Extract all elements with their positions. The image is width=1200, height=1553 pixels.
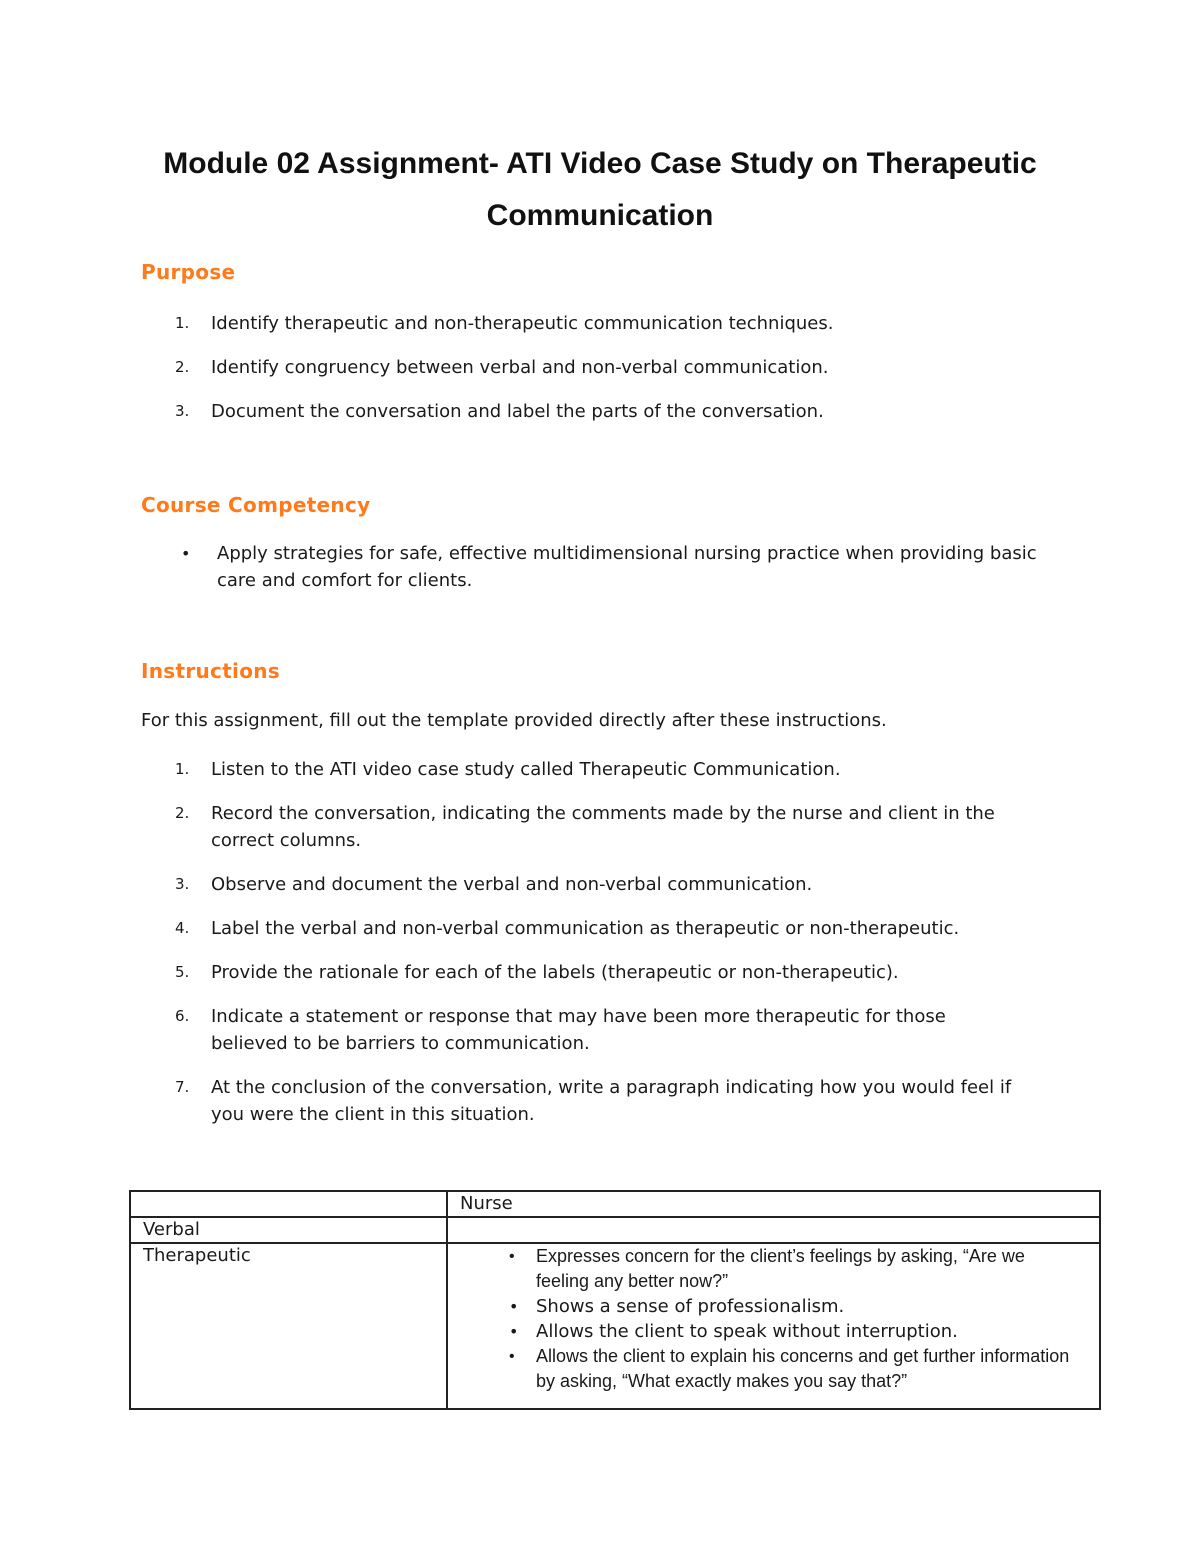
list-item: 3. Observe and document the verbal and non-verbal communication. (175, 874, 813, 895)
list-item: • Allows the client to speak without interruption. (509, 1321, 958, 1342)
table-header-row (130, 1191, 1100, 1217)
competency-heading: Course Competency (141, 493, 371, 517)
list-item: 1. Identify therapeutic and non-therapeutic communication techniques. (175, 313, 834, 334)
list-item: 5. Provide the rationale for each of the labels (therapeutic or non-therapeutic). (175, 962, 899, 983)
list-item: 4. Label the verbal and non-verbal communication as therapeutic or non-therapeutic. (175, 918, 960, 939)
list-item: 6. Indicate a statement or response that may have been more therapeutic for those believed to be barriers to communication. (175, 1006, 946, 1054)
list-item: • Shows a sense of professionalism. (509, 1296, 845, 1317)
list-item: 2. Record the conversation, indicating the comments made by the nurse and client in the correct columns. (175, 803, 995, 851)
list-item: • Allows the client to explain his concerns and get further information by asking, “What exactly makes you say that?” (509, 1346, 1070, 1391)
competency-list (141, 540, 1061, 594)
instructions-intro: For this assignment, fill out the template provided directly after these instructions. (141, 710, 887, 731)
therapeutic-label: Therapeutic (130, 1243, 447, 1409)
table-row (130, 1217, 1100, 1243)
purpose-heading: Purpose (141, 260, 236, 284)
list-item: 7. At the conclusion of the conversation, write a paragraph indicating how you would feel if you were the client in this situation. (175, 1077, 1012, 1125)
conversation-table (129, 1190, 1101, 1410)
table-row (130, 1243, 1100, 1409)
list-item: • Apply strategies for safe, effective multidimensional nursing practice when providing basic care and comfort for clients. (181, 543, 1037, 591)
therapeutic-list (460, 1244, 1099, 1394)
document-title: Module 02 Assignment- ATI Video Case Study on Therapeutic Communication (163, 147, 1037, 232)
nurse-column-header: Nurse (447, 1191, 1100, 1217)
table-header-cell (130, 1191, 447, 1217)
table-cell (447, 1217, 1100, 1243)
list-item: 1. Listen to the ATI video case study called Therapeutic Communication. (175, 759, 841, 780)
verbal-label: Verbal (130, 1217, 447, 1243)
therapeutic-nurse-cell (447, 1243, 1100, 1409)
list-item: 2. Identify congruency between verbal and non-verbal communication. (175, 357, 829, 378)
list-item: • Expresses concern for the client’s feelings by asking, “Are we feeling any better now?” (509, 1246, 1025, 1291)
purpose-list (141, 310, 1061, 425)
instructions-list (141, 756, 1061, 1128)
list-item: 3. Document the conversation and label the parts of the conversation. (175, 401, 824, 422)
instructions-heading: Instructions (141, 659, 281, 683)
